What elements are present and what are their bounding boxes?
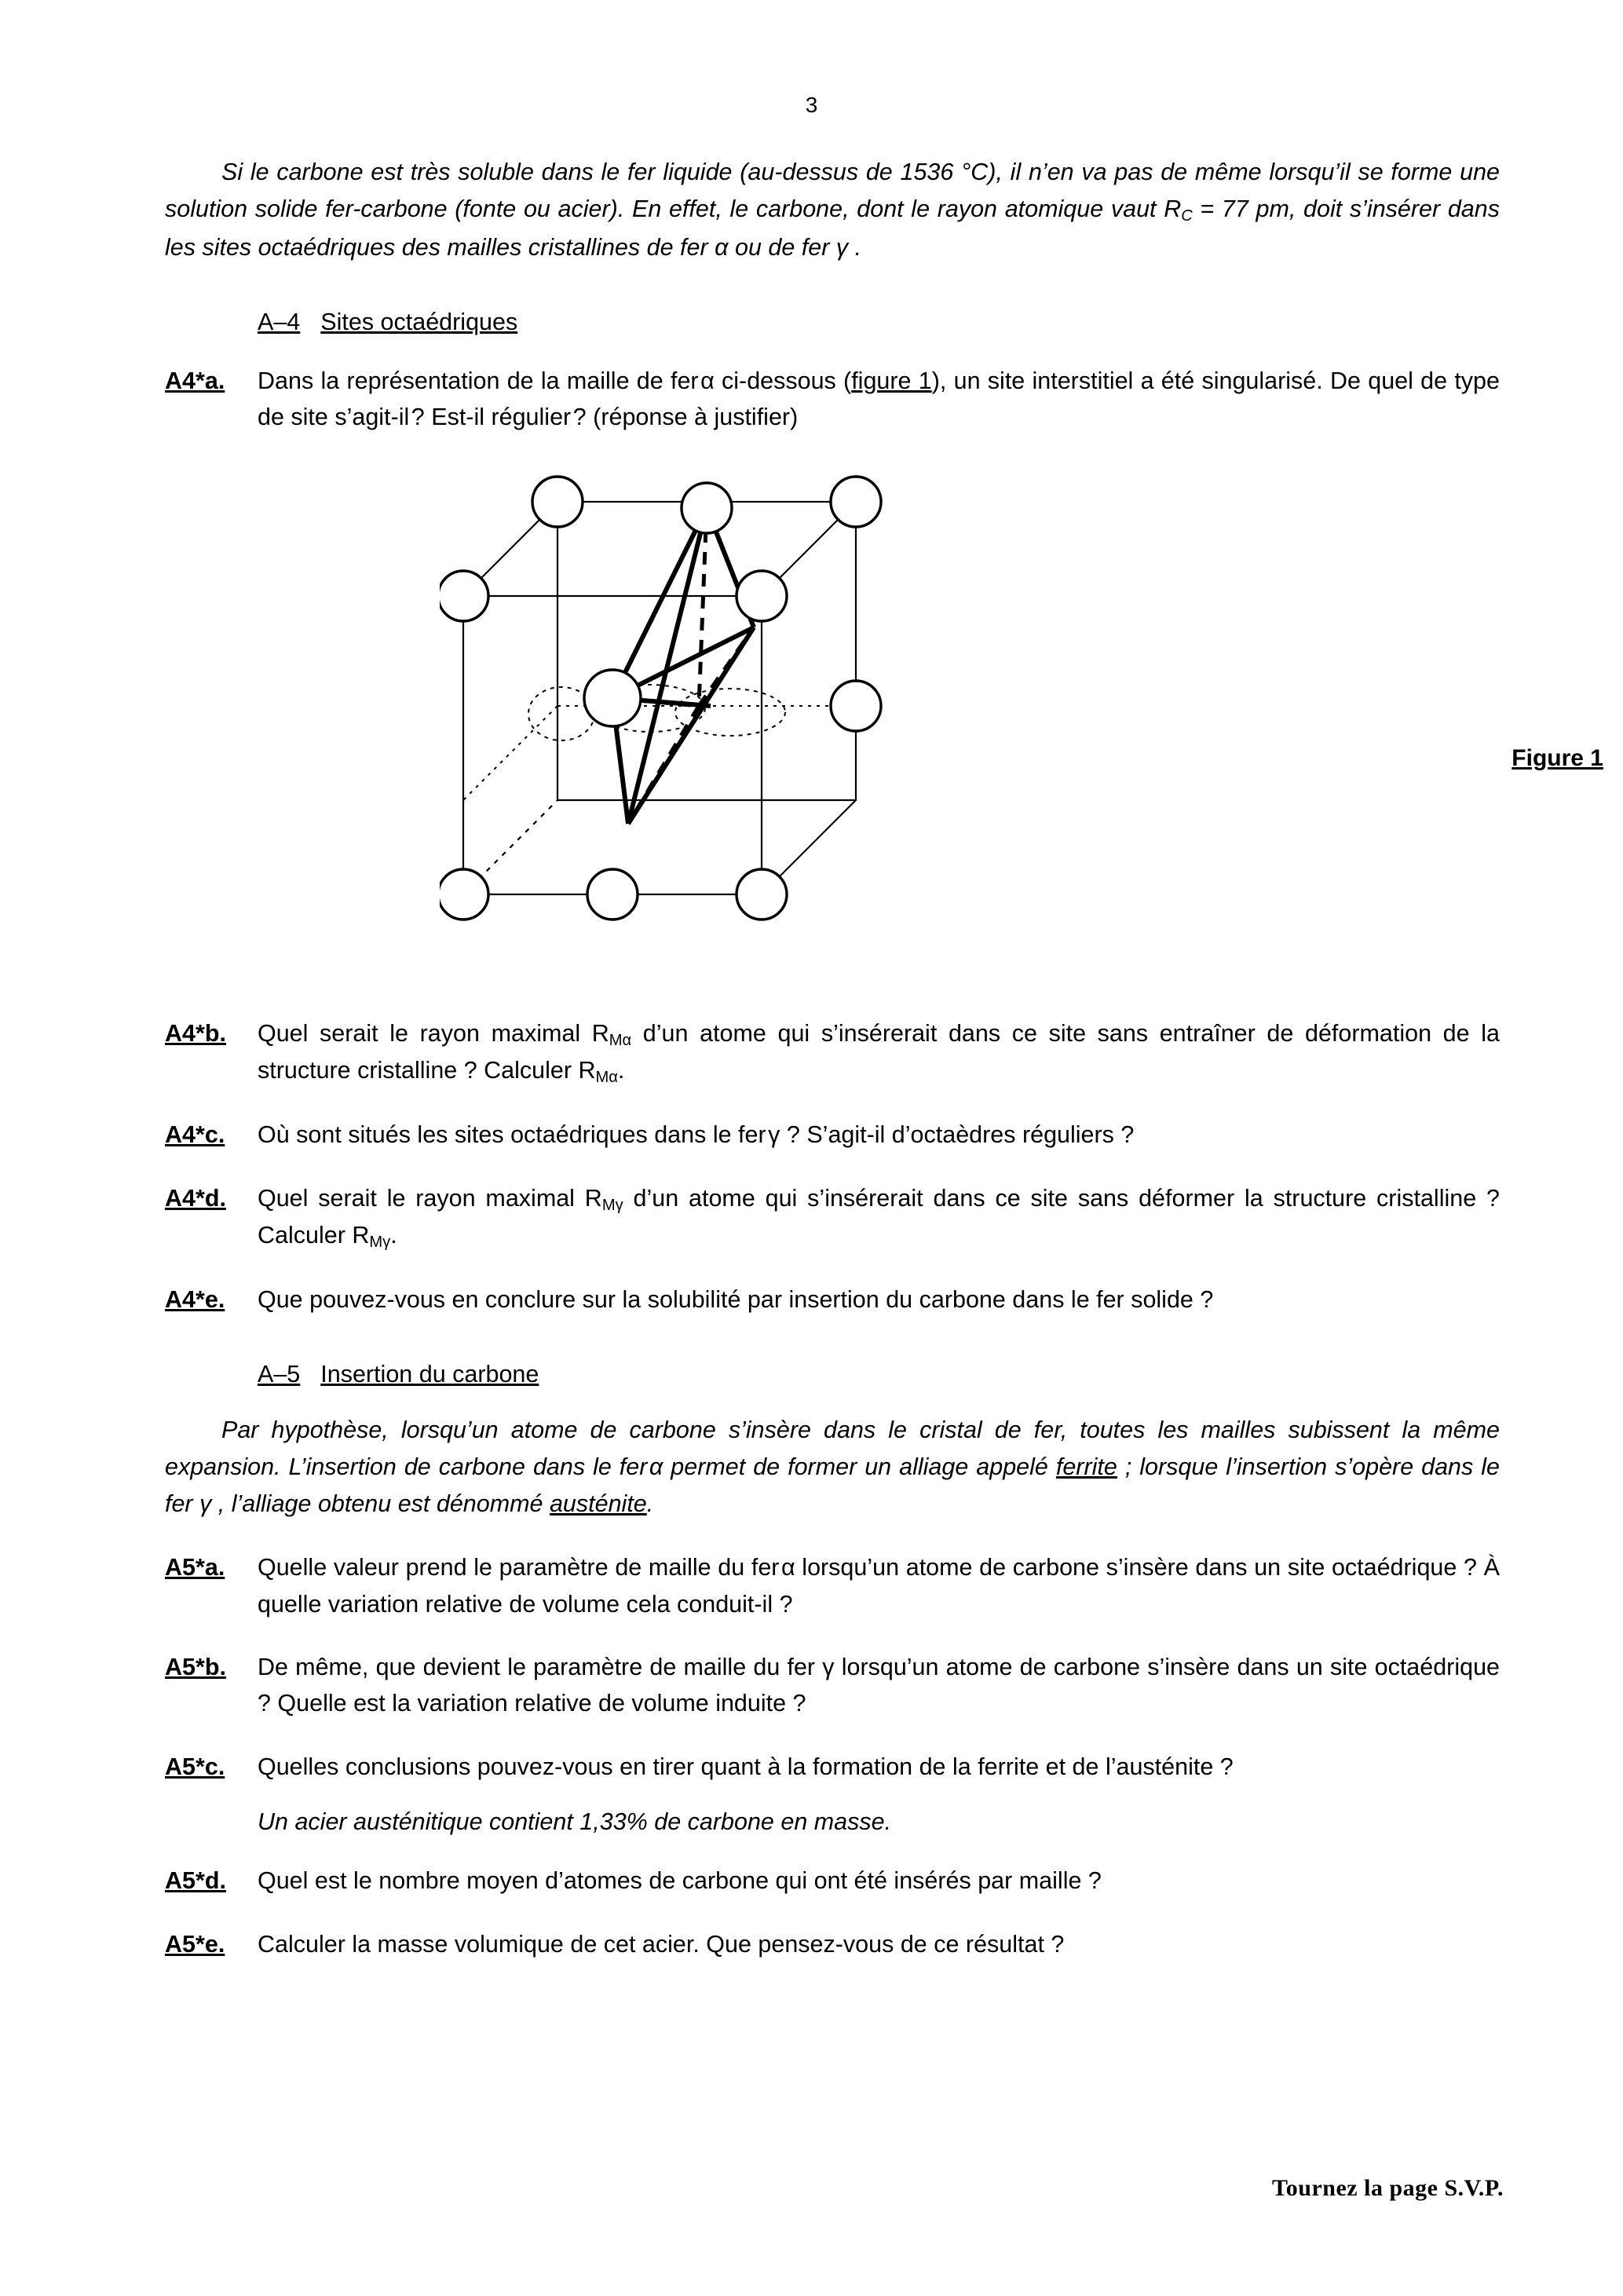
question-a4e <box>165 1281 1500 1318</box>
question-a4a-label: A4*a. <box>165 367 225 394</box>
section-a5-label: A–5 <box>258 1360 301 1387</box>
question-a5d-text: Quel est le nombre moyen d’atomes de carbone qui ont été insérés par maille ? <box>258 1867 1102 1895</box>
question-a4a-text: Dans la représentation de la maille de fer α ci-dessous (figure 1), un site interstitiel a été singularisé. De quel de type de site s’agit-il ? Est-il régulier ? (réponse à justifier) <box>258 367 1500 431</box>
question-a5d-label: A5*d. <box>165 1867 226 1895</box>
question-a5c-text: Quelles conclusions pouvez-vous en tirer quant à la formation de la ferrite et de l’austénite ? <box>258 1753 1234 1780</box>
question-a5a-text: Quelle valeur prend le paramètre de maille du fer α lorsqu’un atome de carbone s’insère dans un site octaédrique ? À quelle variation relative de volume cela conduit-il ? <box>258 1554 1500 1618</box>
section-a5-title: Insertion du carbone <box>320 1360 539 1387</box>
question-a4b <box>165 1015 1500 1091</box>
question-a5d <box>165 1863 1500 1899</box>
question-a5e <box>165 1926 1500 1962</box>
question-a5e-text: Calculer la masse volumique de cet acier. Que pensez-vous de ce résultat ? <box>258 1930 1065 1958</box>
hypothesis-paragraph: Par hypothèse, lorsqu’un atome de carbone s’insère dans le cristal de fer, toutes les mailles subissent la même expansion. L’insertion de carbone dans le fer α permet de former un alliage appelé ferrite ; lorsque l’insertion s’opère dans le fer γ , l’alliage obtenu est dénommé austénite. <box>165 1416 1500 1518</box>
question-a5b <box>165 1649 1500 1722</box>
question-a4d-text: Quel serait le rayon maximal $R_{M\gamma}$ d’un atome qui s’insérerait dans ce site sans déformer la structure cristalline ? Calculer $R_{M\gamma}$. <box>258 1184 1500 1252</box>
section-heading-a5 <box>258 1361 1500 1388</box>
question-a5a-label: A5*a. <box>165 1554 225 1581</box>
question-a5c <box>165 1749 1500 1785</box>
question-a5e-label: A5*e. <box>165 1930 225 1958</box>
question-a4d-label: A4*d. <box>165 1184 226 1212</box>
question-a4a <box>165 363 1500 436</box>
question-a4c-text: Où sont situés les sites octaédriques dans le fer γ ? S’agit-il d’octaèdres réguliers ? <box>258 1121 1135 1149</box>
page-footer: Tournez la page S.V.P. <box>1272 2175 1504 2201</box>
question-a5b-label: A5*b. <box>165 1654 226 1681</box>
question-a4b-label: A4*b. <box>165 1019 226 1047</box>
question-a4e-label: A4*e. <box>165 1286 225 1314</box>
acier-paragraph: Un acier austénitique contient 1,33% de carbone en masse. <box>258 1808 892 1836</box>
question-a5b-text: De même, que devient le paramètre de maille du fer γ lorsqu’un atome de carbone s’insère dans un site octaédrique ? Quelle est la variation relative de volume induite ? <box>258 1654 1500 1717</box>
page-number: 3 <box>805 93 818 117</box>
figure-1-container <box>165 470 1603 989</box>
question-a4c-label: A4*c. <box>165 1121 225 1149</box>
question-a4b-text: Quel serait le rayon maximal $R_{M\alpha}$ d’un atome qui s’insérerait dans ce site sans entraîner de déformation de la structure cristalline ? Calculer $R_{M\alpha}$. <box>258 1019 1500 1087</box>
section-a4-label: A–4 <box>258 308 301 335</box>
figure-1-caption: Figure 1 <box>1512 744 1603 771</box>
question-a4e-text: Que pouvez-vous en conclure sur la solubilité par insertion du carbone dans le fer solide ? <box>258 1286 1214 1314</box>
question-a5a <box>165 1549 1500 1622</box>
crystal-lattice-figure <box>440 470 1091 989</box>
question-a4d <box>165 1180 1500 1256</box>
question-a4c <box>165 1117 1500 1153</box>
section-a4-title: Sites octaédriques <box>320 308 518 335</box>
section-heading-a4 <box>258 309 1500 336</box>
intro-paragraph: Si le carbone est très soluble dans le fer liquide (au-dessus de 1536 °C), il n’en va pas de même lorsqu’il se forme une solution solide fer-carbone (fonte ou acier). En effet, le carbone, dont le rayon atomique vaut $R_C = 77$ pm, doit s’insérer dans les sites octaédriques des mailles cristallines de fer α ou de fer γ . <box>165 159 1500 261</box>
document-content <box>165 154 1603 1962</box>
question-a5c-label: A5*c. <box>165 1753 225 1780</box>
